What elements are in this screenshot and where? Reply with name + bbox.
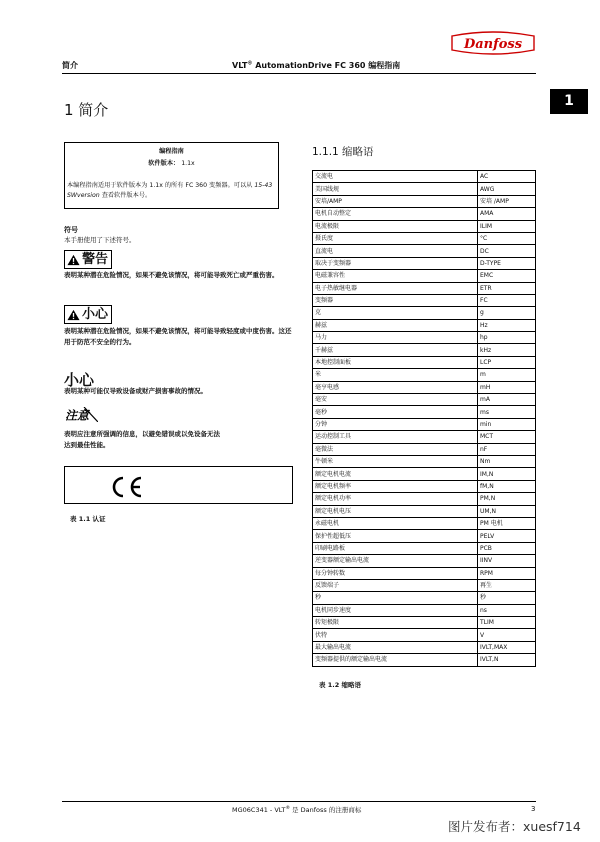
abbr-code: Nm xyxy=(478,455,536,467)
caution-plain-description: 表明某种可能仅导致设备或财产损害事故的情况。 xyxy=(64,387,207,395)
abbr-term: 反馈端子 xyxy=(313,579,478,591)
warning-triangle-icon xyxy=(67,309,80,321)
abbr-term: 牛顿米 xyxy=(313,455,478,467)
table-row xyxy=(313,294,536,306)
table-row xyxy=(313,356,536,368)
table-row xyxy=(313,171,536,183)
abbr-code: RPM xyxy=(478,567,536,579)
symbols-heading: 符号 xyxy=(64,226,78,234)
table-row xyxy=(313,604,536,616)
header-rule xyxy=(62,73,536,74)
table-row xyxy=(313,381,536,393)
abbr-term: 永磁电机 xyxy=(313,517,478,529)
caution-plain-label: 小心 xyxy=(64,371,95,389)
abbr-code: nF xyxy=(478,443,536,455)
svg-text:注意: 注意 xyxy=(65,408,90,422)
page-number: 3 xyxy=(531,805,536,813)
abbr-term: 毫秒 xyxy=(313,406,478,418)
abbr-code: AC xyxy=(478,171,536,183)
ce-box xyxy=(64,466,293,504)
abbr-code: hp xyxy=(478,332,536,344)
table-row xyxy=(313,517,536,529)
abbr-term: 秒 xyxy=(313,592,478,604)
abbr-code: mA xyxy=(478,394,536,406)
table-row xyxy=(313,270,536,282)
table-row xyxy=(313,592,536,604)
abbr-code: DC xyxy=(478,245,536,257)
table-1-2-caption: 表 1.2 缩略语 xyxy=(319,681,362,689)
guide-info-box xyxy=(64,142,279,209)
abbr-term: 保护性超低压 xyxy=(313,530,478,542)
abbr-code: IM,N xyxy=(478,468,536,480)
danfoss-logo xyxy=(448,30,538,56)
abbr-code: PELV xyxy=(478,530,536,542)
abbr-term: 美国线规 xyxy=(313,183,478,195)
abbr-code: ETR xyxy=(478,282,536,294)
abbr-term: 马力 xyxy=(313,332,478,344)
abbr-code: V xyxy=(478,629,536,641)
abbr-term: 每分钟转数 xyxy=(313,567,478,579)
table-row xyxy=(313,344,536,356)
abbr-code: m xyxy=(478,369,536,381)
abbr-term: 电机自动整定 xyxy=(313,208,478,220)
symbols-intro: 本手册使用了下述符号。 xyxy=(64,236,136,244)
abbr-code: IVLT,MAX xyxy=(478,641,536,653)
warning-sign xyxy=(64,250,112,269)
abbr-term: 克 xyxy=(313,307,478,319)
abbr-term: 直流电 xyxy=(313,245,478,257)
abbr-term: 米 xyxy=(313,369,478,381)
chapter-tab[interactable]: 1 xyxy=(550,89,588,114)
table-row xyxy=(313,505,536,517)
logo-text: Danfoss xyxy=(463,37,523,52)
caution-label: 小心 xyxy=(82,307,109,322)
abbr-term: 变频器 xyxy=(313,294,478,306)
table-row xyxy=(313,394,536,406)
table-row xyxy=(313,406,536,418)
param-link[interactable]: 15-43 SWversion xyxy=(67,182,273,199)
table-row xyxy=(313,530,536,542)
table-row xyxy=(313,332,536,344)
abbr-term: 本地控制面板 xyxy=(313,356,478,368)
table-row xyxy=(313,307,536,319)
abbr-term: 电子热敏继电器 xyxy=(313,282,478,294)
abbr-term: 毫亨电感 xyxy=(313,381,478,393)
warning-triangle-icon xyxy=(67,254,80,266)
abbreviations-title: 1.1.1 缩略语 xyxy=(312,146,374,158)
caution-sign xyxy=(64,305,112,324)
abbr-term: 交流电 xyxy=(313,171,478,183)
abbr-code: kHz xyxy=(478,344,536,356)
abbr-term: 摄氏度 xyxy=(313,232,478,244)
abbr-term: 安培/AMP xyxy=(313,195,478,207)
table-row xyxy=(313,654,536,666)
table-row xyxy=(313,443,536,455)
table-row xyxy=(313,257,536,269)
abbr-term: 额定电机频率 xyxy=(313,480,478,492)
warning-description: 表明某种潜在危险情况，如果不避免该情况，将可能导致死亡或严重伤害。 xyxy=(64,271,279,279)
watermark: 图片发布者：xuesf714 xyxy=(448,819,581,834)
header-title: VLT® AutomationDrive FC 360 编程指南 xyxy=(232,60,401,70)
table-row xyxy=(313,220,536,232)
ce-mark-icon xyxy=(109,476,143,498)
abbr-term: 毫安 xyxy=(313,394,478,406)
abbr-term: 逆变器额定输出电流 xyxy=(313,555,478,567)
warning-label: 警告 xyxy=(82,252,109,267)
guide-box-title: 编程指南 xyxy=(159,148,184,155)
table-row xyxy=(313,641,536,653)
table-row xyxy=(313,455,536,467)
abbr-code: AMA xyxy=(478,208,536,220)
abbr-code: mH xyxy=(478,381,536,393)
table-row xyxy=(313,319,536,331)
abbr-term: 最大输出电流 xyxy=(313,641,478,653)
table-row xyxy=(313,208,536,220)
table-row xyxy=(313,617,536,629)
abbr-term: 转矩极限 xyxy=(313,617,478,629)
table-row xyxy=(313,480,536,492)
abbr-code: g xyxy=(478,307,536,319)
abbr-code: °C xyxy=(478,232,536,244)
table-row xyxy=(313,245,536,257)
table-row xyxy=(313,555,536,567)
abbr-code: UM,N xyxy=(478,505,536,517)
abbr-code: ILIM xyxy=(478,220,536,232)
table-row xyxy=(313,183,536,195)
abbr-code: 安培 /AMP xyxy=(478,195,536,207)
abbr-code: min xyxy=(478,418,536,430)
abbr-code: ms xyxy=(478,406,536,418)
guide-box-version: 软件版本： 1.1x xyxy=(148,160,195,167)
abbr-term: 毫微法 xyxy=(313,443,478,455)
abbr-code: ns xyxy=(478,604,536,616)
abbr-term: 印刷电路板 xyxy=(313,542,478,554)
abbr-code: IINV xyxy=(478,555,536,567)
abbreviations-table-body xyxy=(313,171,536,667)
abbr-code: fM,N xyxy=(478,480,536,492)
abbr-code: IVLT,N xyxy=(478,654,536,666)
abbr-term: 伏特 xyxy=(313,629,478,641)
caution-description: 表明某种潜在危险情况，如果不避免该情况，将可能导致轻度或中度伤害。这还用于防范不安全的行为。 xyxy=(64,327,292,346)
abbr-term: 分钟 xyxy=(313,418,478,430)
abbr-code: LCP xyxy=(478,356,536,368)
abbr-code: PM,N xyxy=(478,493,536,505)
abbr-code: 秒 xyxy=(478,592,536,604)
abbr-code: PM 电机 xyxy=(478,517,536,529)
table-row xyxy=(313,282,536,294)
abbr-term: 电流极限 xyxy=(313,220,478,232)
table-row xyxy=(313,493,536,505)
abbr-term: 额定电机电压 xyxy=(313,505,478,517)
abbr-code: FC xyxy=(478,294,536,306)
table-row xyxy=(313,567,536,579)
abbr-term: 运动控制工具 xyxy=(313,431,478,443)
table-row xyxy=(313,418,536,430)
table-row xyxy=(313,579,536,591)
note-icon xyxy=(64,407,98,422)
table-row xyxy=(313,468,536,480)
abbr-term: 取决于变频器 xyxy=(313,257,478,269)
abbr-term: 额定电机电流 xyxy=(313,468,478,480)
abbr-code: D-TYPE xyxy=(478,257,536,269)
abbr-code: EMC xyxy=(478,270,536,282)
table-row xyxy=(313,369,536,381)
abbr-term: 千赫兹 xyxy=(313,344,478,356)
abbr-code: TLIM xyxy=(478,617,536,629)
abbr-code: PCB xyxy=(478,542,536,554)
table-row xyxy=(313,542,536,554)
abbr-term: 电机同步速度 xyxy=(313,604,478,616)
footer-rule xyxy=(62,801,536,802)
table-row xyxy=(313,629,536,641)
abbr-code: 再生 xyxy=(478,579,536,591)
abbreviations-table xyxy=(312,170,536,667)
table-row xyxy=(313,232,536,244)
header-section: 简介 xyxy=(62,61,78,70)
abbr-term: 电磁兼容性 xyxy=(313,270,478,282)
table-row xyxy=(313,431,536,443)
note-description: 表明应注意所强调的信息，以避免错误或以免设备无法达到最佳性能。 xyxy=(64,430,220,449)
abbr-term: 额定电机功率 xyxy=(313,493,478,505)
abbr-code: Hz xyxy=(478,319,536,331)
abbr-code: MCT xyxy=(478,431,536,443)
guide-box-text: 本编程指南适用于软件版本为 1.1x 的所有 FC 360 变频器。可以从 15-43 SWversion 查看软件版本号。 xyxy=(67,182,273,199)
abbr-code: AWG xyxy=(478,183,536,195)
section-title: 1 简介 xyxy=(64,101,109,119)
table-1-1-caption: 表 1.1 认证 xyxy=(70,515,106,523)
abbr-term: 变频器提供的额定输出电流 xyxy=(313,654,478,666)
footer-trademark: MG06C341 - VLT® 是 Danfoss 的注册商标 xyxy=(232,805,362,814)
abbr-term: 赫兹 xyxy=(313,319,478,331)
table-row xyxy=(313,195,536,207)
